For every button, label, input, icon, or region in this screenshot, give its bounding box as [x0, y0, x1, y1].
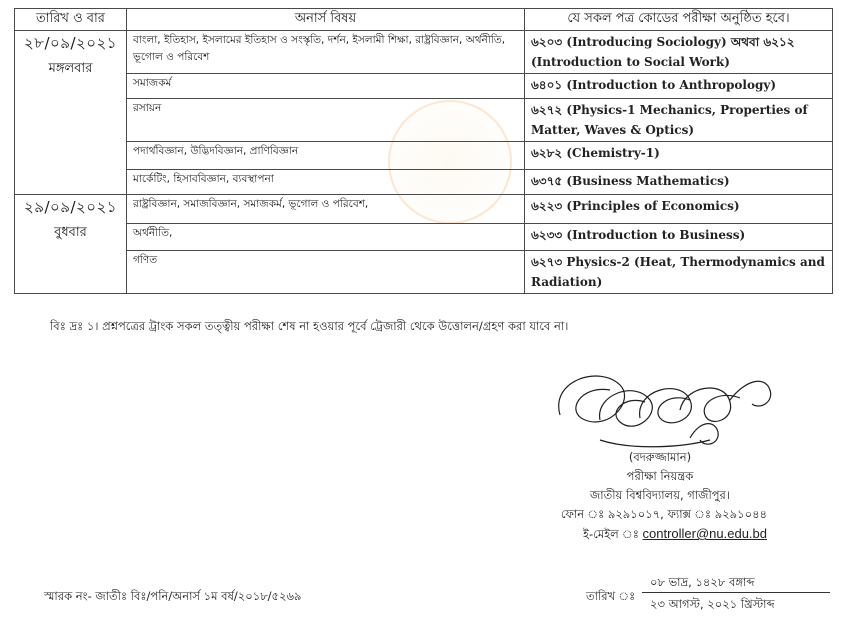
- table-row: [15, 170, 833, 195]
- subject-cell: অর্থনীতি,: [127, 224, 525, 251]
- subject-cell: মার্কেটিং, হিসাববিজ্ঞান, ব্যবস্থাপনা: [127, 170, 525, 195]
- paper-code-cell: ৬২২৩ (Principles of Economics): [525, 195, 833, 224]
- paper-code-cell: ৬৪০১ (Introduction to Anthropology): [525, 74, 833, 99]
- subject-cell: পদার্থবিজ্ঞান, উদ্ভিদবিজ্ঞান, প্রাণিবিজ্ঞান: [127, 142, 525, 170]
- email-link[interactable]: controller@nu.edu.bd: [642, 526, 767, 541]
- subject-cell: গণিত: [127, 251, 525, 294]
- header-honours-subject: অনার্স বিষয়: [127, 9, 525, 31]
- table-row: [15, 195, 833, 224]
- table-row: [15, 74, 833, 99]
- handwritten-signature: [540, 360, 790, 460]
- signatory-office: জাতীয় বিশ্ববিদ্যালয়, গাজীপুর।: [590, 488, 730, 502]
- paper-code-cell: ৬২৩৩ (Introduction to Business): [525, 224, 833, 251]
- exam-weekday: বুধবার: [54, 225, 87, 240]
- table-row: [15, 224, 833, 251]
- signatory-name: (বদরুজ্জামান): [628, 450, 692, 464]
- paper-code-cell: ৬২৭২ (Physics-1 Mechanics, Properties of Matter, Waves & Optics): [525, 99, 833, 142]
- signatory-block: [545, 448, 775, 544]
- email-label: ই-মেইল ঃ: [583, 527, 639, 541]
- exam-date-cell: [15, 31, 127, 195]
- table-row: [15, 142, 833, 170]
- subject-cell: রসায়ন: [127, 99, 525, 142]
- issue-date-label: তারিখ ঃ: [586, 589, 636, 603]
- table-row: [15, 31, 833, 74]
- paper-code-cell: ৬২৮২ (Chemistry-1): [525, 142, 833, 170]
- subject-cell: বাংলা, ইতিহাস, ইসলামের ইতিহাস ও সংস্কৃতি, দর্শন, ইসলামী শিক্ষা, রাষ্ট্রবিজ্ঞান, অর্থনীতি, ভূগোল ও পরিবেশ: [127, 31, 525, 74]
- issue-date-bangla: ০৮ ভাদ্র, ১৪২৮ বঙ্গাব্দ: [650, 575, 755, 589]
- phone-fax: ফোন ঃ ৯২৯১০১৭, ফ্যাক্স ঃ ৯২৯১০৪৪: [560, 507, 767, 521]
- footnote: বিঃ দ্রঃ ১। প্রশ্নপত্রের ট্রাংক সকল তত্ত্বীয় পরীক্ষা শেষ না হওয়ার পূর্বে ট্রেজারী থেকে উত্তোলন/গ্রহণ করা যাবে না।: [50, 319, 569, 333]
- date-divider: [642, 592, 830, 593]
- header-paper-codes: যে সকল পত্র কোডের পরীক্ষা অনুষ্ঠিত হবে।: [525, 9, 833, 31]
- subject-cell: সমাজকর্ম: [127, 74, 525, 99]
- email-line: [545, 524, 775, 544]
- exam-date: ২৯/০৯/২০২১: [23, 198, 118, 216]
- exam-date-cell: [15, 195, 127, 294]
- header-date-day: তারিখ ও বার: [15, 9, 127, 31]
- paper-code-cell: ৬২৭৩ Physics-2 (Heat, Thermodynamics and Radiation): [525, 251, 833, 294]
- signatory-title: পরীক্ষা নিয়ন্ত্রক: [626, 469, 694, 483]
- issue-date-gregorian: ২৩ আগস্ট, ২০২১ খ্রিস্টাব্দ: [650, 597, 775, 611]
- exam-date: ২৮/০৯/২০২১: [23, 34, 118, 52]
- paper-code-cell: ৬২০৩ (Introducing Sociology) অথবা ৬২১২ (Introduction to Social Work): [525, 31, 833, 74]
- subject-cell: রাষ্ট্রবিজ্ঞান, সমাজবিজ্ঞান, সমাজকর্ম, ভূগোল ও পরিবেশ,: [127, 195, 525, 224]
- paper-code-cell: ৬৩৭৫ (Business Mathematics): [525, 170, 833, 195]
- table-header-row: [15, 9, 833, 31]
- memo-number: স্মারক নং- জাতীঃ বিঃ/পনি/অনার্স ১ম বর্ষ/২০১৮/৫২৬৯: [44, 589, 302, 603]
- exam-weekday: মঙ্গলবার: [48, 61, 93, 76]
- table-row: [15, 251, 833, 294]
- exam-schedule-table: [14, 8, 833, 294]
- table-row: [15, 99, 833, 142]
